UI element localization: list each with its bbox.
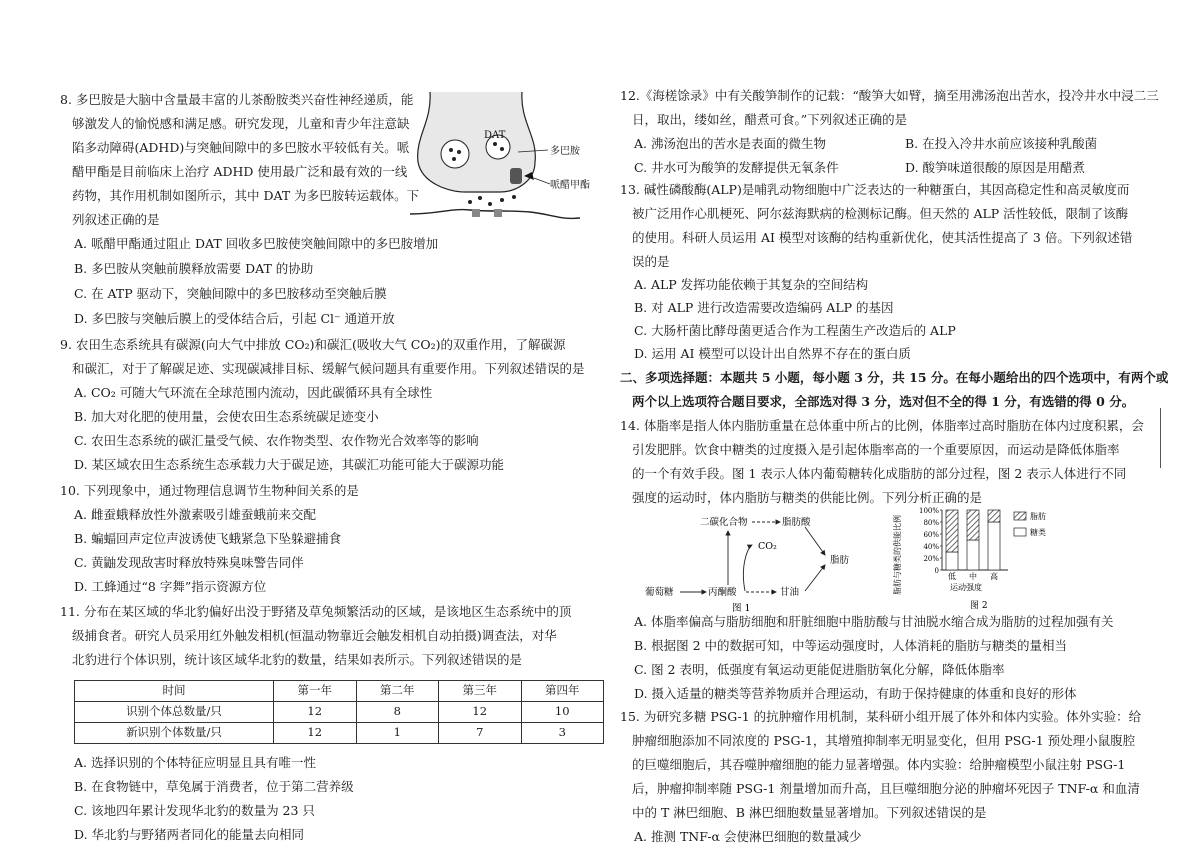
q13-option-d: D. 运用 AI 模型可以设计出自然界不存在的蛋白质 <box>634 346 911 361</box>
q11-line: 北豹进行个体识别，统计该区域华北豹的数量，结果如表所示。下列叙述错误的是 <box>72 652 523 667</box>
table-row <box>75 723 604 744</box>
q10-option-c: C. 黄鼬发现敌害时释放特殊臭味警告同伴 <box>74 555 304 570</box>
table-cell: 3 <box>521 723 604 744</box>
q14-line: 强度的运动时，体内脂肪与糖类的供能比例。下列分析正确的是 <box>632 490 983 505</box>
q10-option-a: A. 雌蚕蛾释放性外激素吸引雄蚕蛾前来交配 <box>74 507 316 522</box>
bar-sugar <box>967 540 979 570</box>
synapse-diagram <box>410 92 600 227</box>
q14-line: 引发肥胖。饮食中糖类的过度摄入是引起体脂率高的一个重要原因，而运动是降低体脂率 <box>632 442 1120 457</box>
q12-option-a: A. 沸汤泡出的苦水是表面的微生物 <box>634 136 826 151</box>
q14-option-d: D. 摄入适量的糖类等营养物质并合理运动，有助于保持健康的体重和良好的形体 <box>634 686 1077 701</box>
fat-label: 脂肪 <box>830 555 850 566</box>
q8-option-c: C. 在 ATP 驱动下，突触间隙中的多巴胺移动至突触后膜 <box>74 286 387 301</box>
y-tick-label: 0 <box>934 567 939 575</box>
q9-line: 9. 农田生态系统具有碳源(向大气中排放 CO₂)和碳汇(吸收大气 CO₂)的双重作用，了解碳源 <box>60 337 566 352</box>
table-cell: 8 <box>356 702 439 723</box>
q8-option-a: A. 哌醋甲酯通过阻止 DAT 回收多巴胺使突触间隙中的多巴胺增加 <box>74 236 439 251</box>
dat-transporter <box>510 168 522 184</box>
q11-option-d: D. 华北豹与野猪两者同化的能量去向相同 <box>74 827 305 842</box>
q10-option-d: D. 工蜂通过“8 字舞”指示资源方位 <box>74 579 267 594</box>
q9-option-b: B. 加大对化肥的使用量，会使农田生态系统碳足迹变小 <box>74 409 379 424</box>
q15-line: 肿瘤细胞添加不同浓度的 PSG-1，其增殖抑制率无明显变化，但用 PSG-1 预处理小鼠腹腔 <box>632 733 1136 748</box>
q8-line: 列叙述正确的是 <box>72 212 160 227</box>
section-2-line: 两个以上选项符合题目要求，全部选对得 3 分，选对但不全的得 1 分，有选错的得 0 分。 <box>632 394 1135 409</box>
q8-line: 陷多动障碍(ADHD)与突触间隙中的多巴胺水平较低有关。哌 <box>72 140 410 155</box>
y-tick-label: 60% <box>923 531 939 539</box>
q13-option-b: B. 对 ALP 进行改造需要改造编码 ALP 的基因 <box>634 300 894 315</box>
legend-swatch-fat <box>1014 512 1026 520</box>
bar-sugar <box>946 552 958 570</box>
q12-line: 12.《海槎馀录》中有关酸笋制作的记载：“酸笋大如臂，摘至用沸汤泡出苦水，投冷井水中浸二三 <box>620 88 1159 103</box>
q14-line: 的一个有效手段。图 1 表示人体内葡萄糖转化成脂肪的部分过程，图 2 表示人体进行不同 <box>632 466 1127 481</box>
bar-sugar <box>988 522 1000 570</box>
table-cell: 新识别个体数量/只 <box>75 723 274 744</box>
pyruvate-label: 丙酮酸 <box>708 587 737 598</box>
glucose-label: 葡萄糖 <box>645 587 674 598</box>
figure-1-caption: 图 1 <box>732 603 751 614</box>
q11-line: 级捕食者。研究人员采用红外触发相机(恒温动物靠近会触发相机自动拍摄)调查法，对华 <box>72 628 557 643</box>
margin-mark <box>1160 408 1161 468</box>
q8-option-b: B. 多巴胺从突触前膜释放需要 DAT 的协助 <box>74 261 314 276</box>
q15-option-a: A. 推测 TNF-α 会使淋巴细胞的数量减少 <box>634 829 862 844</box>
q10-option-b: B. 蝙蝠回声定位声波诱使飞蛾紧急下坠躲避捕食 <box>74 531 342 546</box>
figure-2-caption: 图 2 <box>970 601 988 611</box>
legend-sugar: 糖类 <box>1030 528 1046 537</box>
figure-1-pathway <box>640 505 880 615</box>
x-tick-label: 中 <box>969 572 977 581</box>
dopamine-label: 多巴胺 <box>550 146 580 157</box>
dat-label: DAT <box>484 130 506 141</box>
table-header-cell: 第四年 <box>521 681 604 702</box>
section-2-line: 二、多项选择题：本题共 5 小题，每小题 3 分，共 15 分。在每小题给出的四个选项中，有两个或 <box>620 370 1169 385</box>
q14-option-b: B. 根据图 2 中的数据可知，中等运动强度时，人体消耗的脂肪与糖类的量相当 <box>634 638 1068 653</box>
dicarbon-label: 二碳化合物 <box>700 517 748 528</box>
q15-line: 15. 为研究多糖 PSG-1 的抗肿瘤作用机制，某科研小组开展了体外和体内实验。体外实验：给 <box>620 709 1142 724</box>
y-axis-label: 脂肪与糖类的供能比例 <box>893 515 902 595</box>
q12-line: 日，取出，缕如丝，醋煮可食。”下列叙述正确的是 <box>632 112 908 127</box>
q8-option-d: D. 多巴胺与突触后膜上的受体结合后，引起 Cl⁻ 通道开放 <box>74 311 395 326</box>
q11-option-c: C. 该地四年累计发现华北豹的数量为 23 只 <box>74 803 315 818</box>
q11-line: 11. 分布在某区域的华北豹偏好出没于野猪及草兔频繁活动的区域，是该地区生态系统中的顶 <box>60 604 572 619</box>
q9-line: 和碳汇，对于了解碳足迹、实现碳减排目标、缓解气候问题具有重要作用。下列叙述错误的是 <box>72 361 585 376</box>
synaptic-vesicle <box>441 140 469 168</box>
q12-option-b: B. 在投入冷井水前应该接种乳酸菌 <box>905 136 1098 151</box>
table-cell: 12 <box>274 702 357 723</box>
table-cell: 12 <box>439 702 522 723</box>
q8-line: 8. 多巴胺是大脑中含量最丰富的儿茶酚胺类兴奋性神经递质，能 <box>60 92 414 107</box>
q9-option-a: A. CO₂ 可随大气环流在全球范围内流动，因此碳循环具有全球性 <box>74 385 433 400</box>
q15-line: 中的 T 淋巴细胞、B 淋巴细胞数量显著增加。下列叙述错误的是 <box>632 805 987 820</box>
table-header-cell: 时间 <box>75 681 274 702</box>
legend-swatch-sugar <box>1014 528 1026 536</box>
q13-line: 误的是 <box>632 254 670 269</box>
q10-line: 10. 下列现象中，通过物理信息调节生物种间关系的是 <box>60 483 359 498</box>
y-tick-label: 100% <box>918 507 939 515</box>
table-header-row <box>75 681 604 702</box>
q15-line: 后，肿瘤抑制率随 PSG-1 剂量增加而升高，且巨噬细胞分泌的肿瘤坏死因子 TNF-α 和血清 <box>632 781 1140 796</box>
table-cell: 识别个体总数量/只 <box>75 702 274 723</box>
q12-option-c: C. 井水可为酸笋的发酵提供无氧条件 <box>634 160 839 175</box>
q8-line: 够激发人的愉悦感和满足感。研究发现，儿童和青少年注意缺 <box>72 116 410 131</box>
q11-option-b: B. 在食物链中，草兔属于消费者，位于第二营养级 <box>74 779 354 794</box>
q13-line: 的使用。科研人员运用 AI 模型对该酶的结构重新优化，使其活性提高了 3 倍。下列叙述错 <box>632 230 1133 245</box>
fatty-acid-label: 脂肪酸 <box>782 517 811 528</box>
drug-label: 哌醋甲酯 <box>550 180 590 191</box>
bar-fat <box>967 510 979 540</box>
table-cell: 7 <box>439 723 522 744</box>
table-cell: 12 <box>274 723 357 744</box>
x-tick-label: 高 <box>990 572 998 581</box>
q9-option-d: D. 某区域农田生态系统生态承载力大于碳足迹，其碳汇功能可能大于碳源功能 <box>74 457 505 472</box>
q13-option-a: A. ALP 发挥功能依赖于其复杂的空间结构 <box>634 277 869 292</box>
q11-option-a: A. 选择识别的个体特征应明显且具有唯一性 <box>74 755 316 770</box>
figure-2-chart <box>890 500 1090 615</box>
q9-option-c: C. 农田生态系统的碳汇量受气候、农作物类型、农作物光合效率等的影响 <box>74 433 479 448</box>
table-header-cell: 第二年 <box>356 681 439 702</box>
q12-option-d: D. 酸笋味道很酸的原因是用醋煮 <box>905 160 1086 175</box>
q13-option-c: C. 大肠杆菌比酵母菌更适合作为工程菌生产改造后的 ALP <box>634 323 956 338</box>
q8-line: 醋甲酯是目前临床上治疗 ADHD 使用最广泛和最有效的一线 <box>72 164 408 179</box>
q13-line: 13. 碱性磷酸酶(ALP)是哺乳动物细胞中广泛表达的一种糖蛋白，其因高稳定性和高灵敏度而 <box>620 182 1130 197</box>
q11-data-table <box>74 680 604 744</box>
q13-line: 被广泛用作心肌梗死、阿尔兹海默病的检测标记酶。但天然的 ALP 活性较低，限制了该酶 <box>632 206 1129 221</box>
q8-line: 药物，其作用机制如图所示，其中 DAT 为多巴胺转运载体。下 <box>72 188 420 203</box>
q14-line: 14. 体脂率是指人体内脂肪重量在总体重中所占的比例，体脂率过高时脂肪在体内过度积累，会 <box>620 418 1144 433</box>
q14-option-c: C. 图 2 表明，低强度有氧运动更能促进脂肪氧化分解，降低体脂率 <box>634 662 1005 677</box>
y-tick-label: 40% <box>923 543 939 551</box>
table-header-cell: 第三年 <box>439 681 522 702</box>
x-axis-label: 运动强度 <box>950 583 982 592</box>
table-row <box>75 702 604 723</box>
legend-fat: 脂肪 <box>1030 512 1046 521</box>
bar-fat <box>988 510 1000 522</box>
x-tick-label: 低 <box>948 572 956 581</box>
bar-fat <box>946 510 958 552</box>
table-cell: 10 <box>521 702 604 723</box>
q14-option-a: A. 体脂率偏高与脂肪细胞和肝脏细胞中脂肪酸与甘油脱水缩合成为脂肪的过程加强有关 <box>634 614 1114 629</box>
q15-line: 的巨噬细胞后，其吞噬肿瘤细胞的能力显著增强。体内实验：给肿瘤模型小鼠注射 PSG-1 <box>632 757 1126 772</box>
y-tick-label: 20% <box>923 555 939 563</box>
table-cell: 1 <box>356 723 439 744</box>
co2-label: CO₂ <box>758 541 777 552</box>
glycerol-label: 甘油 <box>780 587 800 598</box>
table-header-cell: 第一年 <box>274 681 357 702</box>
y-tick-label: 80% <box>923 519 939 527</box>
